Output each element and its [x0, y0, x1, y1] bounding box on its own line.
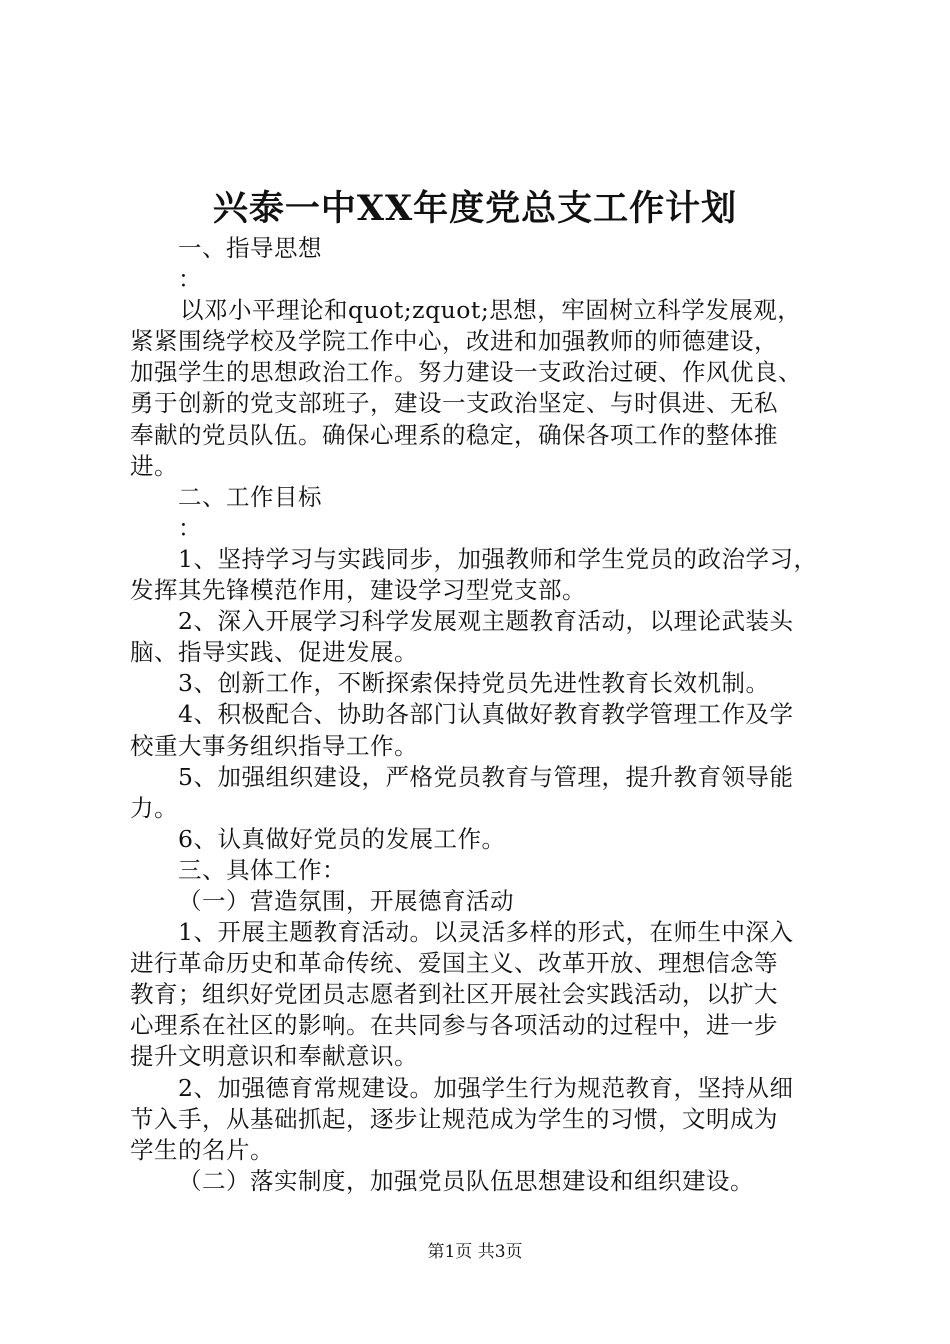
- list-item-continuation: 进行革命历史和革命传统、爱国主义、改革开放、理想信念等: [130, 949, 778, 978]
- list-item-continuation: 学生的名片。: [130, 1135, 274, 1164]
- section-heading: 一、指导思想: [178, 234, 322, 262]
- list-item-continuation: 节入手，从基础抓起，逐步让规范成为学生的习惯，文明成为: [130, 1104, 778, 1133]
- subsection-heading: （二）落实制度，加强党员队伍思想建设和组织建设。: [178, 1166, 754, 1195]
- text-line: ：: [178, 513, 202, 542]
- list-item-continuation: 力。: [130, 793, 178, 822]
- list-item-continuation: 脑、指导实践、促进发展。: [130, 638, 418, 667]
- list-item: 2、深入开展学习科学发展观主题教育活动，以理论武装头: [178, 607, 794, 636]
- list-item: 1、开展主题教育活动。以灵活多样的形式，在师生中深入: [178, 918, 794, 947]
- text-line: ：: [178, 265, 202, 294]
- paragraph-line: 奉献的党员队伍。确保心理系的稳定，确保各项工作的整体推: [130, 420, 778, 449]
- page-number: 第1页 共3页: [427, 1242, 523, 1262]
- subsection-heading: （一）营造氛围，开展德育活动: [178, 886, 514, 915]
- section-heading: 二、工作目标: [178, 482, 322, 511]
- paragraph-line: 进。: [130, 451, 178, 480]
- section-heading: 三、具体工作：: [178, 855, 346, 884]
- list-item: 2、加强德育常规建设。加强学生行为规范教育，坚持从细: [178, 1073, 794, 1102]
- paragraph-line: 紧紧围绕学校及学院工作中心，改进和加强教师的师德建设，: [130, 327, 778, 356]
- list-item-continuation: 心理系在社区的影响。在共同参与各项活动的过程中，进一步: [130, 1011, 778, 1040]
- list-item: 3、创新工作，不断探索保持党员先进性教育长效机制。: [178, 669, 770, 698]
- paragraph-line: 以邓小平理论和quot;zquot;思想，牢固树立科学发展观，: [180, 296, 802, 325]
- list-item-continuation: 发挥其先锋模范作用，建设学习型党支部。: [130, 576, 586, 605]
- list-item-continuation: 提升文明意识和奉献意识。: [130, 1042, 418, 1071]
- document-body: [130, 233, 835, 1197]
- document-title: 兴泰一中XX年度党总支工作计划: [212, 188, 738, 229]
- list-item-continuation: 教育；组织好党团员志愿者到社区开展社会实践活动，以扩大: [130, 980, 778, 1009]
- list-item: 5、加强组织建设，严格党员教育与管理，提升教育领导能: [178, 762, 794, 791]
- list-item-continuation: 校重大事务组织指导工作。: [130, 731, 418, 760]
- list-item: 6、认真做好党员的发展工作。: [178, 824, 506, 853]
- list-item: 1、坚持学习与实践同步，加强教师和学生党员的政治学习，: [178, 544, 818, 573]
- paragraph-line: 勇于创新的党支部班子，建设一支政治坚定、与时俱进、无私: [130, 389, 778, 418]
- paragraph-line: 加强学生的思想政治工作。努力建设一支政治过硬、作风优良、: [130, 358, 802, 387]
- list-item: 4、积极配合、协助各部门认真做好教育教学管理工作及学: [178, 700, 794, 729]
